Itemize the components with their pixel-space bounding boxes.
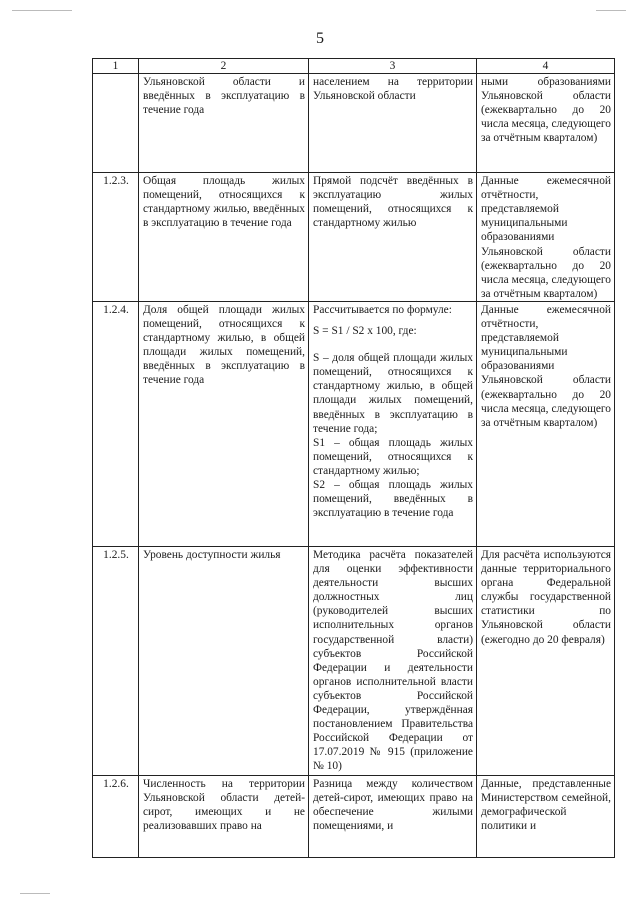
page-number: 5 [316,30,324,47]
row-number: 1.2.4. [93,301,139,546]
table-header-row [93,59,615,74]
formula: S = S1 / S2 x 100, где: [313,325,417,338]
scan-artifact [596,10,626,11]
scan-artifact [20,893,50,894]
method-cell: населением на территории Ульяновской области [309,74,477,173]
method-cell: Прямой подсчёт введённых в эксплуатацию жилых помещений, относящихся к стандартному жилью [309,173,477,302]
indicator-cell: Ульяновской области и введённых в эксплуатацию в течение года [139,74,309,173]
method-cell: Разница между количеством детей-сирот, имеющих право на обеспечение жилыми помещениями, и [309,775,477,857]
scan-artifact [12,10,72,11]
row-number: 1.2.6. [93,775,139,857]
row-number: 1.2.5. [93,546,139,775]
formula-def-s1: S1 – общая площадь жилых помещений, относящихся к стандартному жилью; [313,436,473,477]
method-cell: Методика расчёта показателей для оценки эффективности деятельности высших должностных лиц (руководителей высших исполнительных органов государственной власти) субъектов Российской Федерации и деятельности органов исполнительной власти субъектов Российской Федерации, утверждённая постановлением Правительства Российской Федерации от 17.07.2019 № 915 (приложение № 10) [309,546,477,775]
method-cell [309,301,477,546]
table-row [93,546,615,775]
row-number [93,74,139,173]
column-header-1: 1 [93,59,139,74]
indicator-cell: Численность на территории Ульяновской области детей-сирот, имеющих и не реализовавших право на [139,775,309,857]
formula-def-s: S – доля общей площади жилых помещений, относящихся к стандартному жилью, в общей площади жилых помещений, введённых в эксплуатацию в течение года; [313,352,473,435]
source-cell: Данные ежемесячной отчётности, представляемой муниципальными образованиями Ульяновской области (ежеквартально до 20 числа месяца, следующего за отчётным кварталом) [477,173,615,302]
source-cell: ными образованиями Ульяновской области (ежеквартально до 20 числа месяца, следующего за отчётным кварталом) [477,74,615,173]
column-header-4: 4 [477,59,615,74]
indicator-cell: Общая площадь жилых помещений, относящихся к стандартному жилью, введённых в эксплуатацию в течение года [139,173,309,302]
column-header-2: 2 [139,59,309,74]
source-cell: Данные, представленные Министерством семейной, демографической политики и [477,775,615,857]
column-header-3: 3 [309,59,477,74]
table-row [93,74,615,173]
source-cell: Данные ежемесячной отчётности, представляемой муниципальными образованиями Ульяновской области (ежеквартально до 20 числа месяца, следующего за отчётным кварталом) [477,301,615,546]
formula-intro: Рассчитывается по формуле: [313,303,452,316]
table-row [93,775,615,857]
source-cell: Для расчёта используются данные территориального органа Федеральной службы государственной статистики по Ульяновской области (ежегодно до 20 февраля) [477,546,615,775]
indicator-cell: Уровень доступности жилья [139,546,309,775]
table-row [93,301,615,546]
table-row [93,173,615,302]
row-number: 1.2.3. [93,173,139,302]
indicators-table [92,58,615,858]
formula-def-s2: S2 – общая площадь жилых помещений, введённых в эксплуатацию в течение года [313,478,473,520]
indicator-cell: Доля общей площади жилых помещений, относящихся к стандартному жилью, в общей площади жилых помещений, введённых в эксплуатацию в течение года [139,301,309,546]
